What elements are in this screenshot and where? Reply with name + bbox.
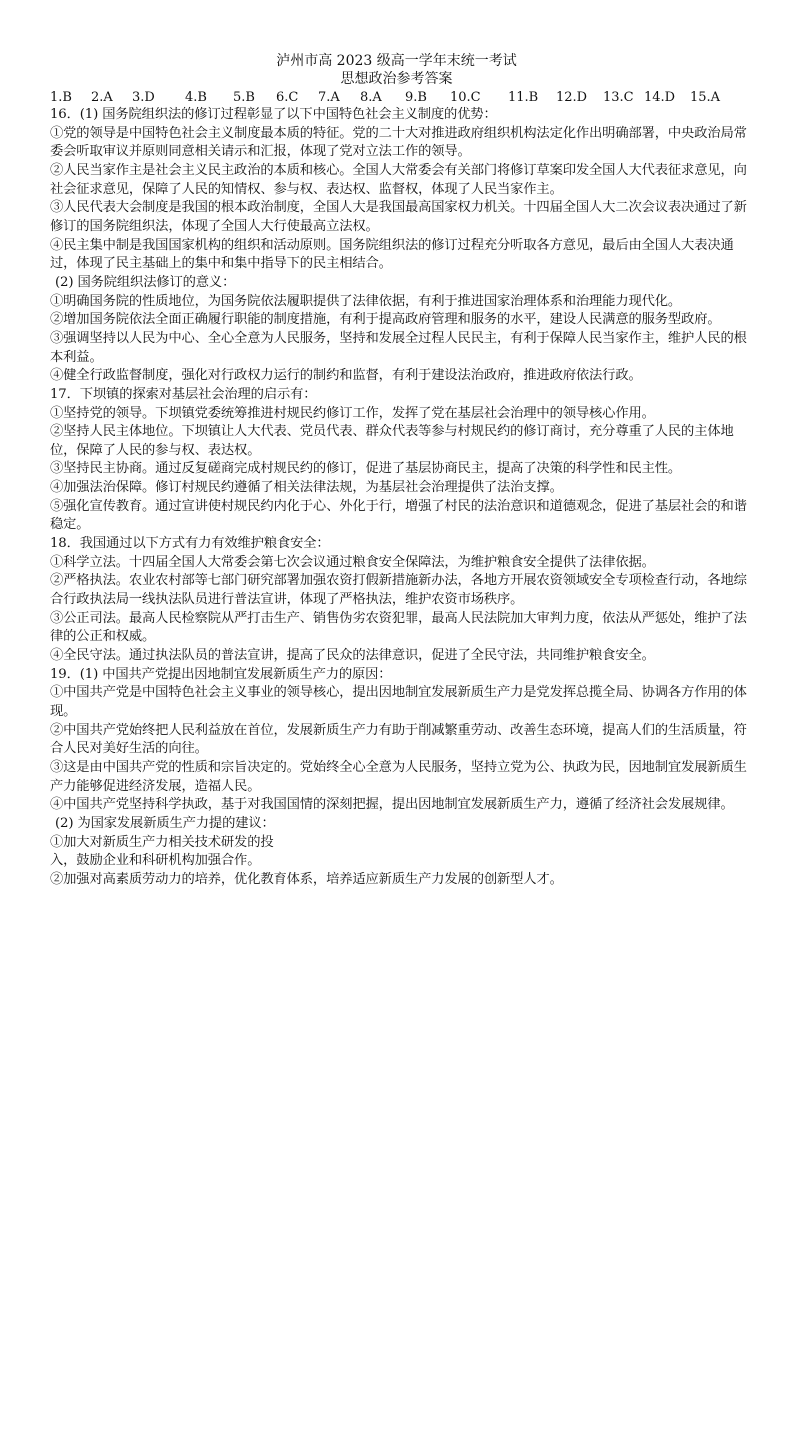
choice-answer: 10.C [450,90,481,105]
q16-part1-point: ③人民代表大会制度是我国的根本政治制度，全国人大是我国最高国家权力机关。十四届全国人大二次会议表决通过了新修订的国务院组织法，体现了全国人大行使最高立法权。 [50,200,747,234]
q18-point: ③公正司法。最高人民检察院从严打击生产、销售伪劣农资犯罪，最高人民法院加大审判力度，依法从严惩处，维护了法律的公正和权威。 [50,610,747,645]
q16-part2-point: ③强调坚持以人民为中心、全心全意为人民服务，坚持和发展全过程人民民主，有利于保障人民当家作主，维护人民的根本利益。 [50,330,747,365]
q19-part1-point: ②中国共产党始终把人民利益放在首位，发展新质生产力有助于削减繁重劳动、改善生态环境，提高人们的生活质量，符合人民对美好生活的向往。 [50,722,747,757]
choice-answer: 4.B [185,90,207,105]
q19-part2-point: ②加强对高素质劳动力的培养，优化教育体系，培养适应新质生产力发展的创新型人才。 [50,871,563,887]
choice-answer: 1.B [50,90,72,105]
q16-part2-heading: (2) 国务院组织法修订的意义： [55,274,236,290]
q16-part1-heading: 16．(1) 国务院组织法的修订过程彰显了以下中国特色社会主义制度的优势： [50,107,497,122]
q19-part2-point: ①加大对新质生产力相关技术研发的投 [50,834,274,850]
choice-answer: 3.D [132,90,155,105]
q19-part1-heading: 19．(1) 中国共产党提出因地制宜发展新质生产力的原因： [50,666,392,682]
choice-answer: 9.B [405,90,427,105]
q18-point: ④全民守法。通过执法队员的普法宣讲，提高了民众的法律意识，促进了全民守法，共同维护粮食安全。 [50,648,655,664]
choice-answer: 5.B [233,90,255,105]
q16-part1-point: ①党的领导是中国特色社会主义制度最本质的特征。党的二十大对推进政府组织机构法定化作出明确部署，中央政治局常委会听取审议并原则同意相关请示和汇报，体现了党对立法工作的领导。 [50,125,747,160]
q19-part1-point: ①中国共产党是中国特色社会主义事业的领导核心，提出因地制宜发展新质生产力是党发挥总揽全局、协调各方作用的体现。 [50,685,747,719]
q16-part2-point: ②增加国务院依法全面正确履行职能的制度措施，有利于提高政府管理和服务的水平，建设人民满意的服务型政府。 [50,312,721,328]
choice-answer: 14.D [644,90,676,105]
q18-point: ②严格执法。农业农村部等七部门研究部署加强农资打假新措施新办法，各地方开展农资领域安全专项检查行动，各地综合行政执法局一线执法队员进行普法宣讲，体现了严格执法，维护农资市场秩序。 [50,573,747,608]
q16-part2-point: ④健全行政监督制度，强化对行政权力运行的制约和监督，有利于建设法治政府，推进政府依法行政。 [50,368,642,384]
choice-answers-row [50,89,750,107]
q19-part2-point: 入，鼓励企业和科研机构加强合作。 [50,853,261,869]
q17-point: ②坚持人民主体地位。下坝镇让人大代表、党员代表、群众代表等参与村规民约的修订商讨，充分尊重了人民的主体地位，保障了人民的参与权、表达权。 [50,424,734,458]
q16-part1-point: ②人民当家作主是社会主义民主政治的本质和核心。全国人大常委会有关部门将修订草案印发全国人大代表征求意见，向社会征求意见，保障了人民的知情权、参与权、表达权、监督权，体现了人民当家作主。 [50,162,747,197]
choice-answer: 8.A [360,90,382,105]
answer-content [50,106,748,890]
q16-part2-point: ①明确国务院的性质地位，为国务院依法履职提供了法律依据，有利于推进国家治理体系和治理能力现代化。 [50,293,682,309]
q17-point: ③坚持民主协商。通过反复磋商完成村规民约的修订，促进了基层协商民主，提高了决策的科学性和民主性。 [50,461,682,477]
q19-part1-point: ④中国共产党坚持科学执政，基于对我国国情的深刻把握，提出因地制宜发展新质生产力，遵循了经济社会发展规律。 [50,797,734,813]
q17-point: ④加强法治保障。修订村规民约遵循了相关法律法规，为基层社会治理提供了法治支撑。 [50,480,563,496]
q17-point: ①坚持党的领导。下坝镇党委统筹推进村规民约修订工作，发挥了党在基层社会治理中的领导核心作用。 [50,405,655,421]
exam-subtitle: 思想政治参考答案 [340,71,453,87]
choice-answer: 11.B [508,90,539,105]
q17-point: ⑤强化宣传教育。通过宣讲使村规民约内化于心、外化于行，增强了村民的法治意识和道德观念，促进了基层社会的和谐稳定。 [50,498,747,533]
choice-answer: 13.C [603,90,634,105]
q19-part1-point: ③这是由中国共产党的性质和宗旨决定的。党始终全心全意为人民服务，坚持立党为公、执政为民，因地制宜发展新质生产力能够促进经济发展，造福人民。 [50,759,747,794]
choice-answer: 12.D [556,90,588,105]
q18-point: ①科学立法。十四届全国人大常委会第七次会议通过粮食安全保障法，为维护粮食安全提供了法律依据。 [50,554,655,570]
choice-answer: 15.A [690,90,721,105]
q18-heading: 18．我国通过以下方式有力有效维护粮食安全： [50,536,330,552]
choice-answer: 2.A [91,90,113,105]
q17-heading: 17．下坝镇的探索对基层社会治理的启示有： [50,386,317,402]
exam-title: 泸州市高 2023 级高一学年末统一考试 [276,53,517,69]
q16-part1-point: ④民主集中制是我国国家机构的组织和活动原则。国务院组织法的修订过程充分听取各方意见，最后由全国人大表决通过，体现了民主基础上的集中和集中指导下的民主相结合。 [50,237,734,272]
choice-answer: 6.C [276,90,299,105]
q19-part2-heading: (2) 为国家发展新质生产力提的建议： [55,815,275,831]
choice-answer: 7.A [318,90,340,105]
